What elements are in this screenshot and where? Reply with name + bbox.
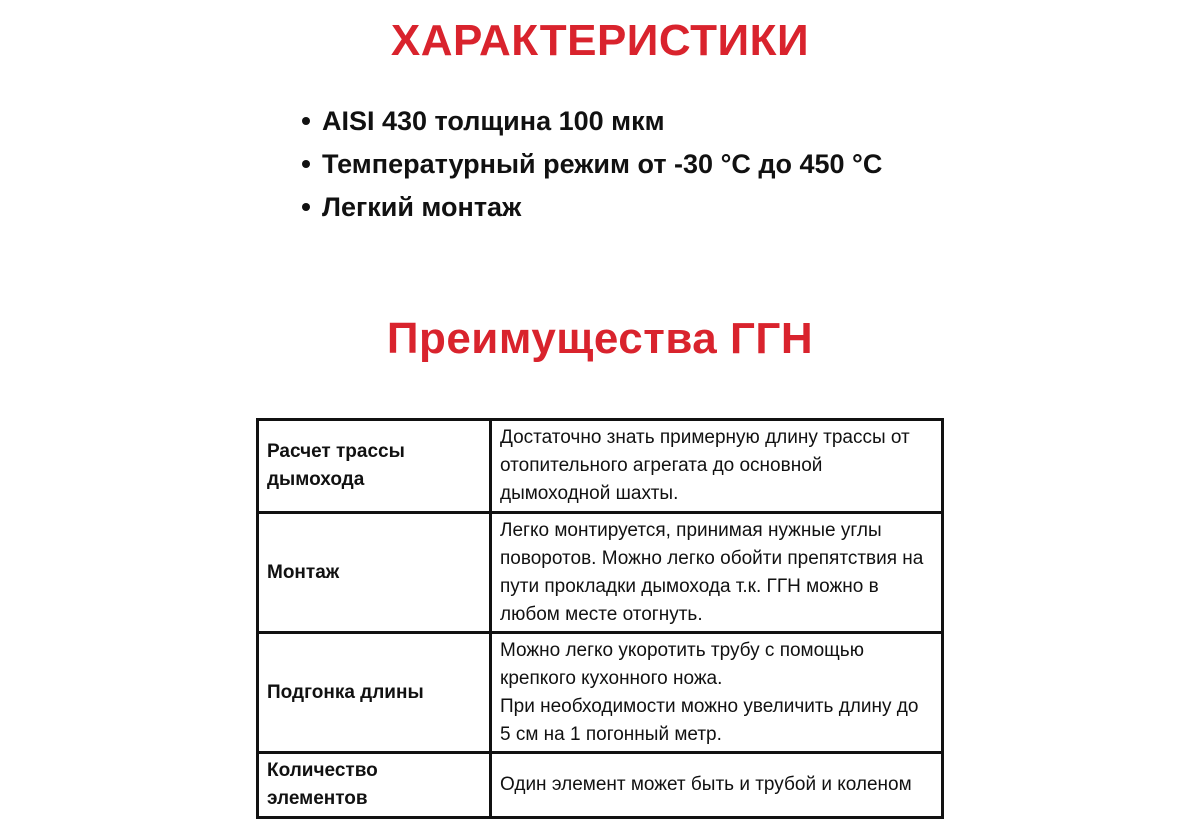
advantages-title: Преимущества ГГН: [386, 313, 814, 363]
description-line: Один элемент может быть и трубой и коленом: [500, 774, 912, 795]
characteristic-item-installation: Легкий монтаж: [300, 186, 882, 229]
table-row: [258, 513, 943, 633]
table-row: [258, 633, 943, 753]
characteristic-item-material: AISI 430 толщина 100 мкм: [300, 100, 882, 143]
description-line: Легко монтируется, принимая нужные углы поворотов. Можно легко обойти препятствия на пути прокладки дымохода т.к. ГГН можно в любом месте отогнуть.: [500, 519, 924, 625]
advantages-table: [256, 418, 944, 819]
characteristic-item-temperature: Температурный режим от -30 °С до 450 °С: [300, 143, 882, 186]
characteristics-list: [300, 100, 882, 229]
description-line: При необходимости можно увеличить длину до 5 см на 1 погонный метр.: [500, 695, 919, 745]
description-line: Достаточно знать примерную длину трассы от отопительного агрегата до основной дымоходной шахты.: [500, 427, 910, 504]
description-line: Можно легко укоротить трубу с помощью крепкого кухонного ножа.: [500, 639, 864, 689]
characteristics-title: ХАРАКТЕРИСТИКИ: [390, 16, 810, 66]
row-label-length-adjustment: Подгонка длины: [258, 633, 491, 753]
row-label-installation: Монтаж: [258, 513, 491, 633]
row-description-element-count: [491, 753, 943, 818]
row-label-element-count: Количество элементов: [258, 753, 491, 818]
row-label-route-calculation: Расчет трассы дымохода: [258, 420, 491, 513]
row-description-installation: [491, 513, 943, 633]
table-row: [258, 420, 943, 513]
table-row: [258, 753, 943, 818]
row-description-route-calculation: [491, 420, 943, 513]
row-description-length-adjustment: [491, 633, 943, 753]
